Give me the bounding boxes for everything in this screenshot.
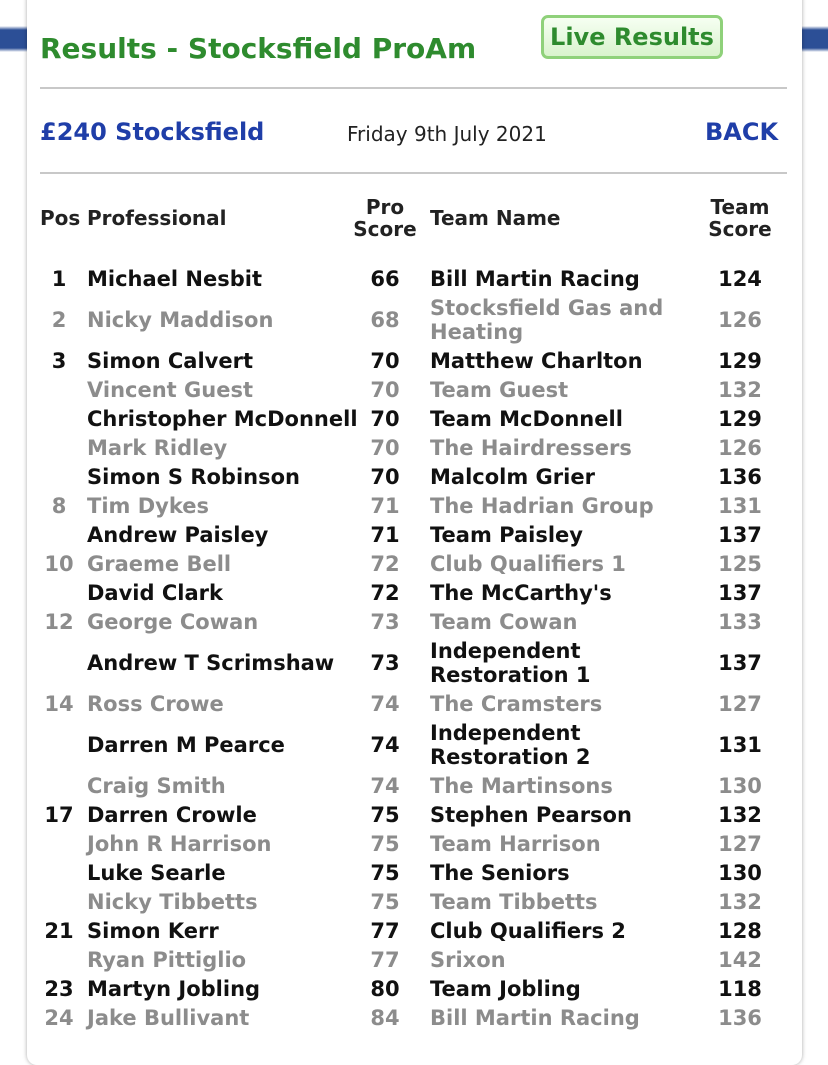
row-pos xyxy=(40,945,78,974)
row-professional: Christopher McDonnell xyxy=(87,406,358,431)
row-team-name: Matthew Charlton xyxy=(430,348,643,373)
row-pro-score: 72 xyxy=(370,580,400,605)
row-pos: 23 xyxy=(44,976,74,1001)
row-professional: Tim Dykes xyxy=(87,493,209,518)
row-professional: David Clark xyxy=(87,580,223,605)
row-team-score: 127 xyxy=(718,831,762,856)
row-team-score: 137 xyxy=(718,580,762,605)
row-pos: 21 xyxy=(44,918,74,943)
table-row xyxy=(0,346,828,375)
row-pro-score: 68 xyxy=(370,307,400,332)
row-pro-score: 75 xyxy=(370,889,400,914)
table-row xyxy=(0,520,828,549)
row-team-name: Team Guest xyxy=(430,377,569,402)
row-professional: John R Harrison xyxy=(87,831,272,856)
row-team-name: Stocksfield Gas and Heating xyxy=(430,295,664,344)
table-row xyxy=(0,887,828,916)
row-team-score: 124 xyxy=(718,266,762,291)
row-pos xyxy=(40,520,78,549)
row-team-name: Team Jobling xyxy=(430,976,581,1001)
row-pos: 1 xyxy=(51,266,67,291)
row-team-name: Club Qualifiers 1 xyxy=(430,551,626,576)
venue-link[interactable]: £240 Stocksfield xyxy=(40,118,265,146)
table-row xyxy=(0,974,828,1003)
row-pro-score: 74 xyxy=(370,773,400,798)
row-professional: Simon Kerr xyxy=(87,918,219,943)
row-professional: Vincent Guest xyxy=(87,377,253,402)
row-professional: Michael Nesbit xyxy=(87,266,263,291)
row-pro-score: 80 xyxy=(370,976,400,1001)
row-team-name: Team McDonnell xyxy=(430,406,623,431)
row-team-score: 130 xyxy=(718,860,762,885)
table-row xyxy=(0,293,828,346)
row-professional: Nicky Tibbetts xyxy=(87,889,258,914)
row-team-score: 118 xyxy=(718,976,762,1001)
row-professional: George Cowan xyxy=(87,609,259,634)
table-row xyxy=(0,462,828,491)
row-pos: 8 xyxy=(51,493,67,518)
header-pro-score-line2: Score xyxy=(353,217,417,241)
row-pro-score: 74 xyxy=(370,732,400,757)
header-pos: Pos xyxy=(40,206,81,230)
row-team-name: The Cramsters xyxy=(430,691,603,716)
row-team-score: 126 xyxy=(718,307,762,332)
row-team-name: Stephen Pearson xyxy=(430,802,632,827)
table-row xyxy=(0,491,828,520)
row-team-score: 142 xyxy=(718,947,762,972)
row-professional: Darren Crowle xyxy=(87,802,257,827)
row-pro-score: 75 xyxy=(370,802,400,827)
row-team-score: 136 xyxy=(718,464,762,489)
table-row xyxy=(0,578,828,607)
row-professional: Graeme Bell xyxy=(87,551,232,576)
row-pro-score: 70 xyxy=(370,348,400,373)
row-pro-score: 74 xyxy=(370,691,400,716)
row-pro-score: 70 xyxy=(370,406,400,431)
row-pos xyxy=(40,375,78,404)
row-team-score: 137 xyxy=(718,522,762,547)
row-professional: Darren M Pearce xyxy=(87,732,285,757)
row-professional: Martyn Jobling xyxy=(87,976,261,1001)
row-team-name: Malcolm Grier xyxy=(430,464,595,489)
row-professional: Jake Bullivant xyxy=(87,1005,250,1030)
row-pos xyxy=(40,771,78,800)
row-pos: 3 xyxy=(51,348,67,373)
row-pro-score: 70 xyxy=(370,377,400,402)
table-row xyxy=(0,945,828,974)
row-team-name: The Martinsons xyxy=(430,773,613,798)
row-professional: Andrew T Scrimshaw xyxy=(87,650,335,675)
table-row xyxy=(0,771,828,800)
header-pro-score xyxy=(350,196,420,240)
row-professional: Nicky Maddison xyxy=(87,307,274,332)
row-team-name: Independent Restoration 2 xyxy=(430,720,591,769)
table-row xyxy=(0,800,828,829)
row-team-score: 131 xyxy=(718,493,762,518)
row-pos xyxy=(40,404,78,433)
row-team-name: Bill Martin Racing xyxy=(430,266,640,291)
row-pos xyxy=(40,718,78,771)
row-professional: Luke Searle xyxy=(87,860,226,885)
header-team-score xyxy=(700,196,780,240)
row-pos: 14 xyxy=(44,691,74,716)
table-row xyxy=(0,689,828,718)
row-team-name: The Hadrian Group xyxy=(430,493,654,518)
row-team-name: Team Paisley xyxy=(430,522,583,547)
row-pro-score: 66 xyxy=(370,266,400,291)
row-pos xyxy=(40,636,78,689)
row-pro-score: 71 xyxy=(370,493,400,518)
row-pro-score: 70 xyxy=(370,435,400,460)
table-row xyxy=(0,433,828,462)
table-row xyxy=(0,1003,828,1032)
divider-top xyxy=(40,87,787,89)
row-pro-score: 72 xyxy=(370,551,400,576)
row-pos: 10 xyxy=(44,551,74,576)
row-pos: 17 xyxy=(44,802,74,827)
row-team-name: Bill Martin Racing xyxy=(430,1005,640,1030)
row-team-name: The Hairdressers xyxy=(430,435,632,460)
row-pos: 12 xyxy=(44,609,74,634)
row-pro-score: 84 xyxy=(370,1005,400,1030)
row-pos xyxy=(40,578,78,607)
row-team-score: 128 xyxy=(718,918,762,943)
row-pro-score: 70 xyxy=(370,464,400,489)
row-team-score: 131 xyxy=(718,732,762,757)
row-professional: Ross Crowe xyxy=(87,691,224,716)
row-team-score: 132 xyxy=(718,377,762,402)
row-pro-score: 73 xyxy=(370,650,400,675)
row-team-name: Independent Restoration 1 xyxy=(430,638,591,687)
row-team-name: Club Qualifiers 2 xyxy=(430,918,626,943)
row-pos xyxy=(40,433,78,462)
row-team-name: Team Harrison xyxy=(430,831,601,856)
row-pos xyxy=(40,462,78,491)
table-row xyxy=(0,375,828,404)
table-row xyxy=(0,549,828,578)
header-professional: Professional xyxy=(87,206,227,230)
row-team-score: 137 xyxy=(718,650,762,675)
live-results-button[interactable]: Live Results xyxy=(541,15,723,59)
divider-middle xyxy=(40,172,787,174)
row-professional: Ryan Pittiglio xyxy=(87,947,247,972)
page-title: Results - Stocksfield ProAm xyxy=(40,32,477,65)
row-team-score: 126 xyxy=(718,435,762,460)
back-button[interactable]: BACK xyxy=(705,118,779,146)
header-team-score-line2: Score xyxy=(708,217,772,241)
header-team-name: Team Name xyxy=(430,206,561,230)
row-team-score: 132 xyxy=(718,889,762,914)
row-pos xyxy=(40,858,78,887)
row-team-score: 132 xyxy=(718,802,762,827)
row-professional: Andrew Paisley xyxy=(87,522,269,547)
table-row xyxy=(0,916,828,945)
table-row xyxy=(0,858,828,887)
row-pro-score: 77 xyxy=(370,918,400,943)
row-team-score: 127 xyxy=(718,691,762,716)
row-pos: 2 xyxy=(51,307,67,332)
row-pos xyxy=(40,829,78,858)
event-date: Friday 9th July 2021 xyxy=(347,122,547,146)
row-professional: Simon Calvert xyxy=(87,348,254,373)
row-pos xyxy=(40,887,78,916)
table-row xyxy=(0,829,828,858)
row-pro-score: 73 xyxy=(370,609,400,634)
row-team-score: 129 xyxy=(718,406,762,431)
row-team-name: The Seniors xyxy=(430,860,570,885)
row-team-name: Srixon xyxy=(430,947,506,972)
row-team-score: 136 xyxy=(718,1005,762,1030)
table-row xyxy=(0,718,828,771)
row-team-score: 129 xyxy=(718,348,762,373)
table-row xyxy=(0,607,828,636)
row-pro-score: 77 xyxy=(370,947,400,972)
table-row xyxy=(0,264,828,293)
row-team-name: Team Tibbetts xyxy=(430,889,598,914)
header-team-score-line1: Team xyxy=(710,195,770,219)
row-team-score: 125 xyxy=(718,551,762,576)
row-pos: 24 xyxy=(44,1005,74,1030)
row-professional: Mark Ridley xyxy=(87,435,228,460)
row-pro-score: 75 xyxy=(370,831,400,856)
row-pro-score: 71 xyxy=(370,522,400,547)
row-professional: Simon S Robinson xyxy=(87,464,300,489)
row-team-score: 130 xyxy=(718,773,762,798)
header-pro-score-line1: Pro xyxy=(365,195,405,219)
row-team-name: The McCarthy's xyxy=(430,580,612,605)
row-pro-score: 75 xyxy=(370,860,400,885)
table-row xyxy=(0,404,828,433)
row-team-score: 133 xyxy=(718,609,762,634)
table-row xyxy=(0,636,828,689)
row-professional: Craig Smith xyxy=(87,773,226,798)
row-team-name: Team Cowan xyxy=(430,609,578,634)
